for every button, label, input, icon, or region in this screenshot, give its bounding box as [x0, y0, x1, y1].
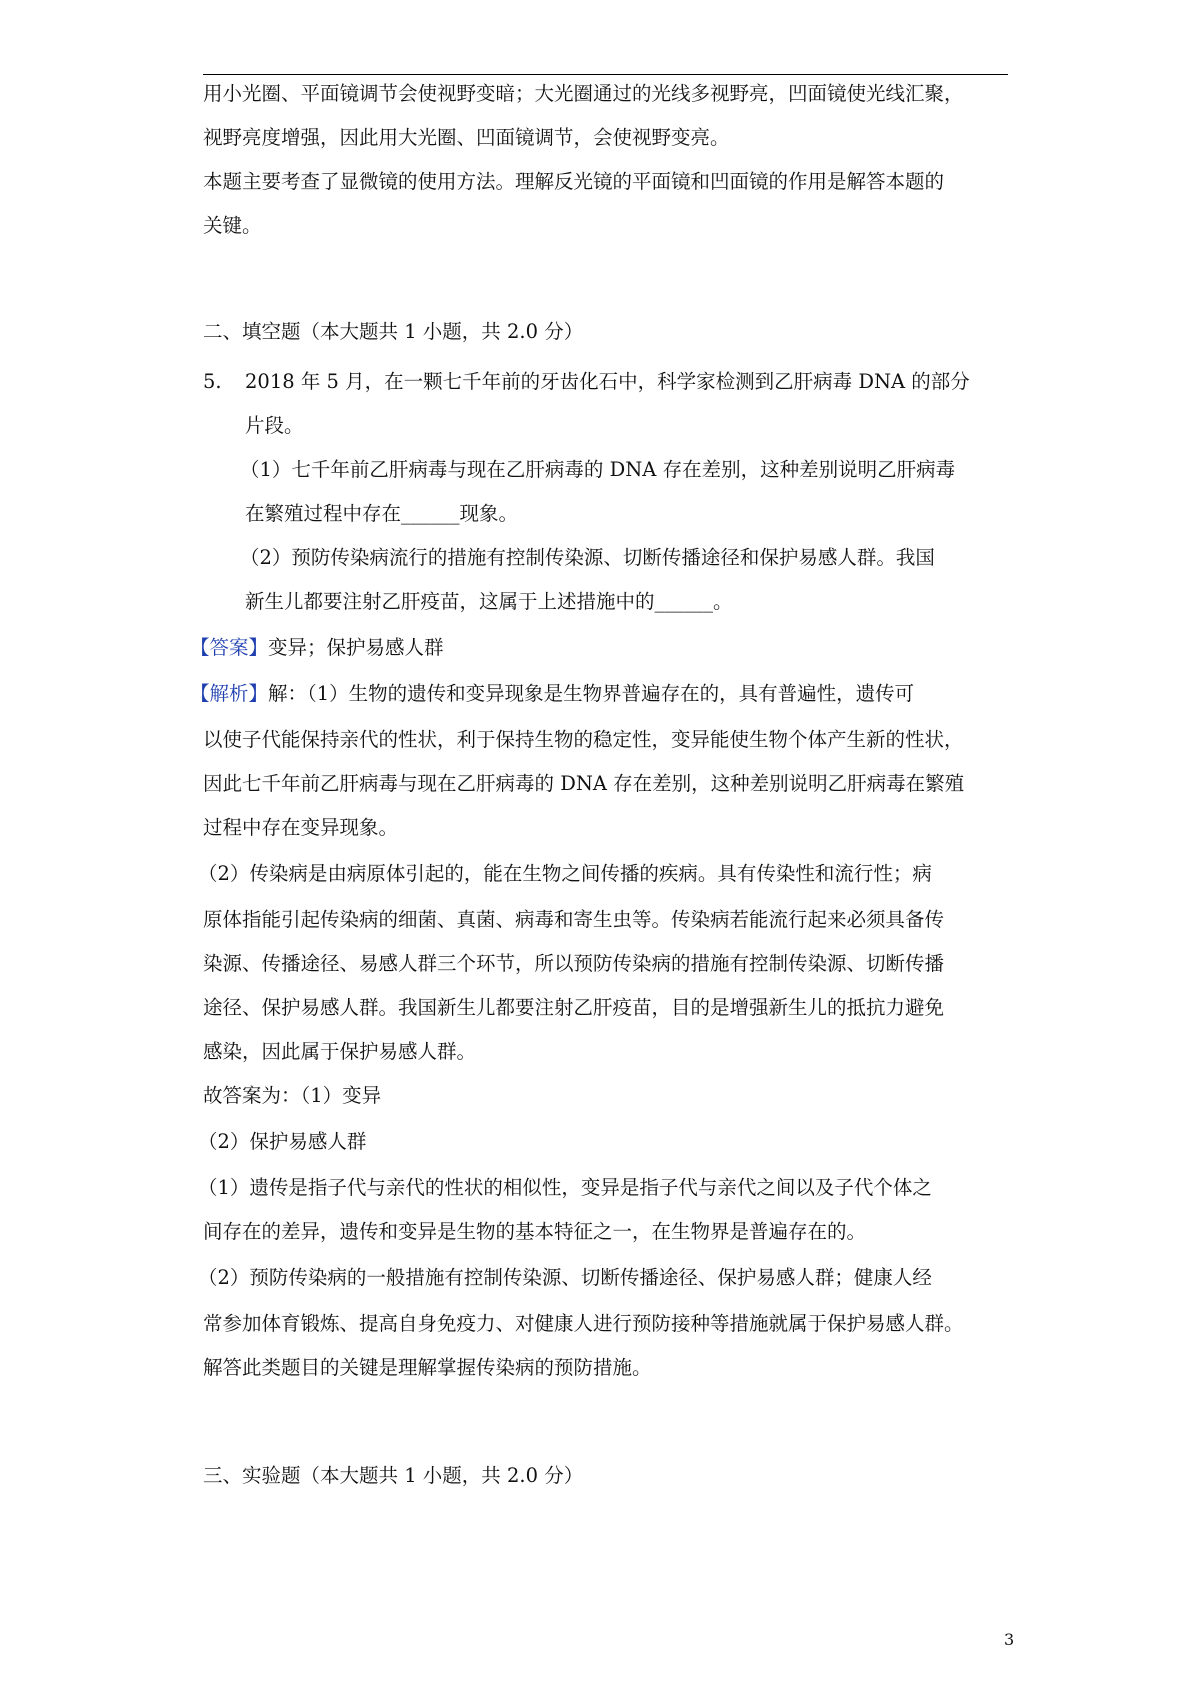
question-5-stem-line-2: 片段。	[245, 414, 304, 437]
intro-line-4: 关键。	[203, 214, 262, 237]
explanation-line: （1）遗传是指子代与亲代的性状的相似性，变异是指子代与亲代之间以及子代个体之	[198, 1176, 932, 1199]
answer-line	[190, 634, 444, 662]
question-5-part-1-line-2: 在繁殖过程中存在______现象。	[245, 502, 519, 525]
intro-line-3: 本题主要考查了显微镜的使用方法。理解反光镜的平面镜和凹面镜的作用是解答本题的	[203, 170, 945, 193]
final-answer-line: （2）保护易感人群	[198, 1130, 367, 1153]
analysis-line: 因此七千年前乙肝病毒与现在乙肝病毒的 DNA 存在差别，这种差别说明乙肝病毒在繁殖	[203, 772, 965, 795]
question-5-part-2-line-1: （2）预防传染病流行的措施有控制传染源、切断传播途径和保护易感人群。我国	[240, 546, 935, 569]
header-rule	[203, 74, 1008, 75]
answer-text: 变异；保护易感人群	[268, 636, 444, 659]
explanation-line: 间存在的差异，遗传和变异是生物的基本特征之一，在生物界是普遍存在的。	[203, 1220, 867, 1243]
question-5-part-2-line-2: 新生儿都要注射乙肝疫苗，这属于上述措施中的______。	[245, 590, 733, 613]
analysis-line: （2）传染病是由病原体引起的，能在生物之间传播的疾病。具有传染性和流行性；病	[198, 862, 932, 885]
section-3-header: 三、实验题（本大题共 1 小题，共 2.0 分）	[203, 1464, 584, 1487]
question-5-number: 5.	[203, 370, 222, 393]
analysis-line: 途径、保护易感人群。我国新生儿都要注射乙肝疫苗，目的是增强新生儿的抵抗力避免	[203, 996, 945, 1019]
question-5-stem-line-1: 2018 年 5 月，在一颗七千年前的牙齿化石中，科学家检测到乙肝病毒 DNA 的部分	[245, 370, 970, 393]
explanation-line: 解答此类题目的关键是理解掌握传染病的预防措施。	[203, 1356, 652, 1379]
analysis-label: 【解析】	[190, 682, 269, 705]
analysis-line: 过程中存在变异现象。	[203, 816, 399, 839]
analysis-line: 感染，因此属于保护易感人群。	[203, 1040, 477, 1063]
analysis-line: 染源、传播途径、易感人群三个环节，所以预防传染病的措施有控制传染源、切断传播	[203, 952, 945, 975]
analysis-line: 原体指能引起传染病的细菌、真菌、病毒和寄生虫等。传染病若能流行起来必须具备传	[203, 908, 945, 931]
section-2-header: 二、填空题（本大题共 1 小题，共 2.0 分）	[203, 320, 584, 343]
page-number: 3	[1004, 1630, 1015, 1649]
question-5-part-1-line-1: （1）七千年前乙肝病毒与现在乙肝病毒的 DNA 存在差别，这种差别说明乙肝病毒	[240, 458, 956, 481]
final-answer-line: 故答案为：（1）变异	[203, 1084, 382, 1107]
analysis-first-text: 解：（1）生物的遗传和变异现象是生物界普遍存在的，具有普遍性，遗传可	[268, 682, 915, 705]
explanation-line: 常参加体育锻炼、提高自身免疫力、对健康人进行预防接种等措施就属于保护易感人群。	[203, 1312, 964, 1335]
analysis-line: 以使子代能保持亲代的性状，利于保持生物的稳定性，变异能使生物个体产生新的性状，	[203, 728, 964, 751]
intro-line-1: 用小光圈、平面镜调节会使视野变暗；大光圈通过的光线多视野亮，凹面镜使光线汇聚，	[203, 82, 964, 105]
analysis-first-line	[190, 680, 914, 708]
intro-line-2: 视野亮度增强，因此用大光圈、凹面镜调节，会使视野变亮。	[203, 126, 730, 149]
answer-label: 【答案】	[190, 636, 269, 659]
explanation-line: （2）预防传染病的一般措施有控制传染源、切断传播途径、保护易感人群；健康人经	[198, 1266, 932, 1289]
